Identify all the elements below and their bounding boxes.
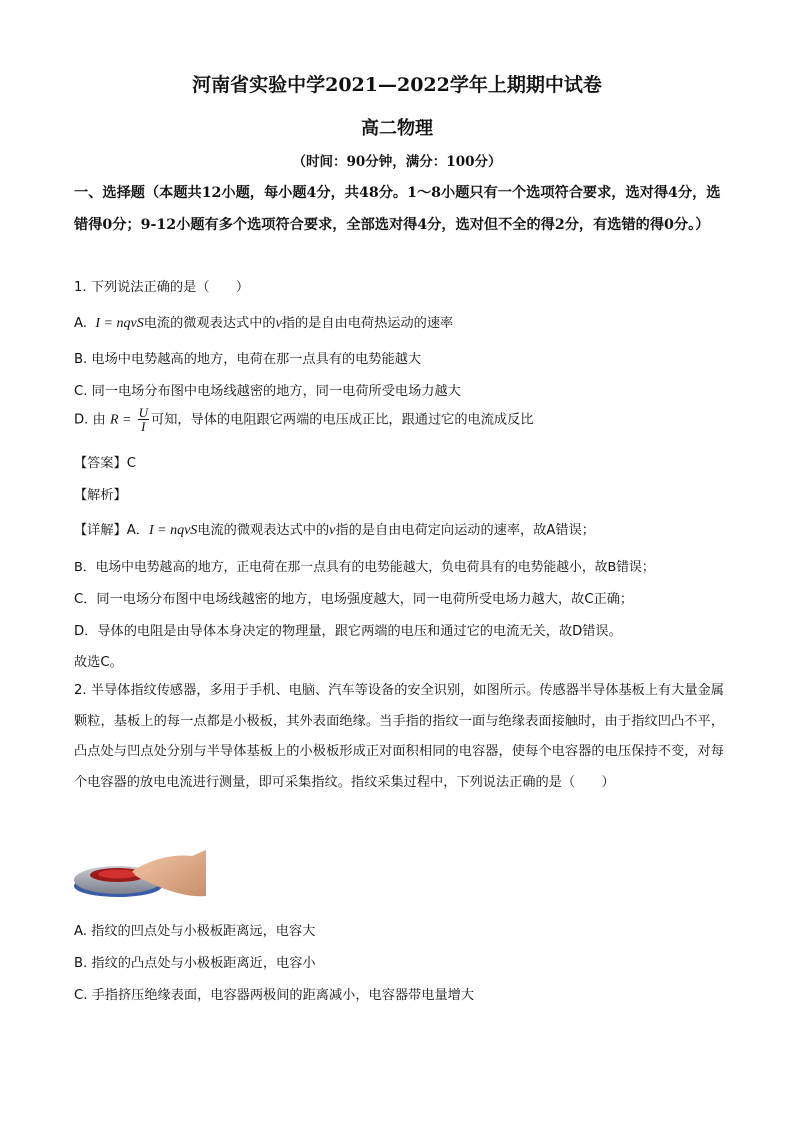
q2-option-a: A. 指纹的凹点处与小极板距离远，电容大 [74,924,316,939]
q1-analysis-label: 【解析】 [74,488,127,503]
q1-option-d-numerator: U [138,405,149,420]
exam-subject: 高二物理 [361,118,433,139]
q1-conclusion: 故选C。 [74,655,123,670]
q1-detail-b: B．电场中电势越高的地方，正电荷在那一点具有的电势能越大，负电荷具有的电势能越小，故B错误； [74,560,655,575]
q1-detail-label: 【详解】 [74,523,127,538]
q1-detail-d: D．导体的电阻是由导体本身决定的物理量，跟它两端的电压和通过它的电流无关，故D错误。 [74,624,622,639]
q1-option-d-formula: R = [109,412,132,428]
q1-option-d-prefix: D. 由 [74,412,106,428]
exam-title: 河南省实验中学2021—2022学年上期期中试卷 [192,74,602,96]
q1-option-d-tail: 可知，导体的电阻跟它两端的电压成正比，跟通过它的电流成反比 [151,412,534,428]
section-heading: 一、选择题（本题共12小题，每小题4分，共48分。1～8小题只有一个选项符合要求，选对得4分，选错得0分；9-12小题有多个选项符合要求，全部选对得4分，选对但不全的得2分，有选错的得0分。） [74,185,721,233]
q2-option-c: C. 手指挤压绝缘表面，电容器两极间的距离减小，电容器带电量增大 [74,988,475,1003]
q1-option-a-tail: 指的是自由电荷热运动的速率 [281,316,454,331]
exam-time-info: （时间：90分钟，满分：100分） [292,154,502,170]
q1-answer-label: 【答案】 [74,456,127,471]
q1-option-a-formula: I = nqvS [95,316,144,331]
q1-option-d [74,406,533,433]
q1-stem: 1. 下列说法正确的是（ ） [74,280,250,295]
q1-detail-a-v: v [329,523,336,538]
q1-option-a-v: v [275,316,282,331]
q1-option-a-prefix: A. [74,316,87,331]
q1-detail-c: C．同一电场分布图中电场线越密的地方，电场强度越大，同一电荷所受电场力越大，故C正确； [74,592,634,607]
q1-detail-a-prefix: A． [126,523,149,538]
q1-detail-a [74,519,595,539]
q1-answer [74,452,136,471]
q1-detail-a-mid: 电流的微观表达式中的 [197,523,330,538]
q2-option-b: B. 指纹的凸点处与小极板距离近，电容小 [74,956,316,971]
q1-option-a [74,312,453,332]
q1-option-d-denominator: I [141,419,146,434]
q1-option-d-fraction [138,406,149,433]
q2-stem: 2. 半导体指纹传感器，多用于手机、电脑、汽车等设备的安全识别，如图所示。传感器半导体基板上有大量金属颗粒，基板上的每一点都是小极板，其外表面绝缘。当手指的指纹一面与绝缘表面接触时，由于指纹凹凸不平，凸点处与凹点处分别与半导体基板上的小极板形成正对面积相同的电容器，使每个电容器的电压保持不变，对每个电容器的放电电流进行测量，即可采集指纹。指纹采集过程中，下列说法正确的是（ ） [74,683,724,790]
fingerprint-sensor-image [74,836,206,904]
q1-option-b: B. 电场中电势越高的地方，电荷在那一点具有的电势能越大 [74,352,422,367]
q1-detail-a-formula: I = nqvS [148,523,198,538]
q1-option-c: C. 同一电场分布图中电场线越密的地方，同一电荷所受电场力越大 [74,384,461,399]
q1-detail-a-tail: 指的是自由电荷定向运动的速率，故A错误； [335,523,595,538]
q1-answer-value: C [126,456,136,471]
q1-option-a-mid: 电流的微观表达式中的 [143,316,276,331]
